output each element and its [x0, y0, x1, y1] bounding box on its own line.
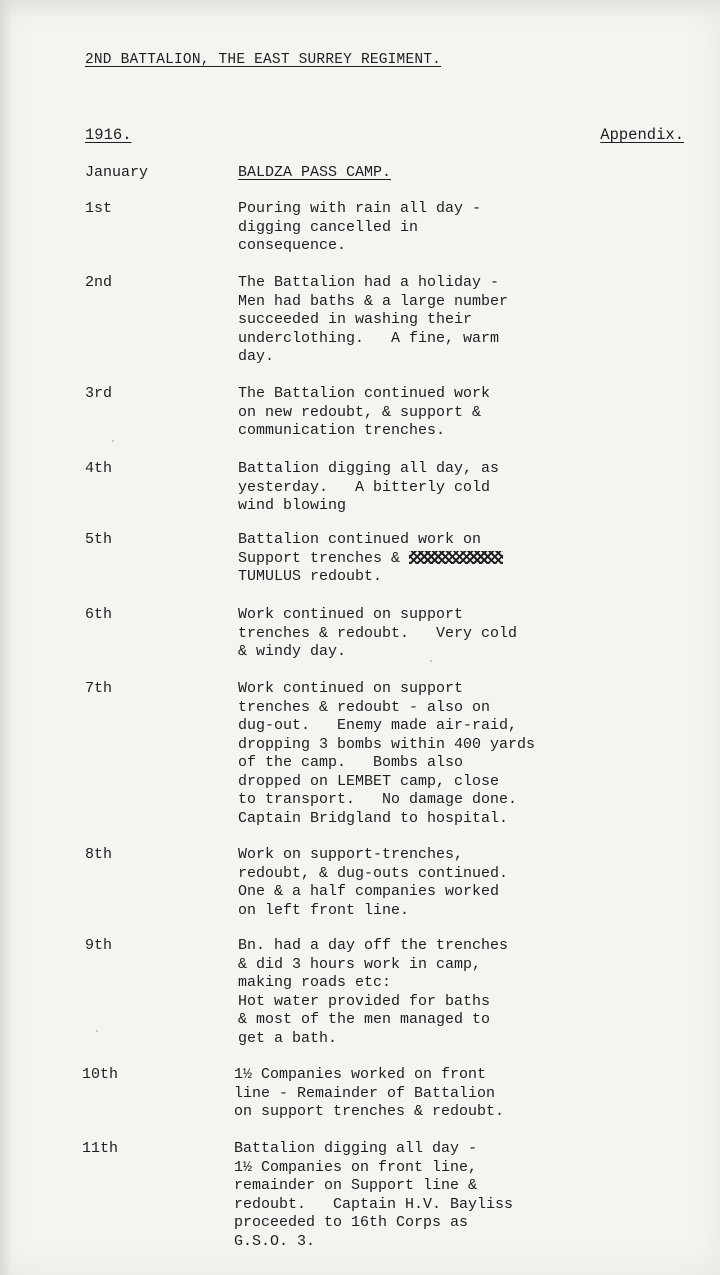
entry-line: & did 3 hours work in camp, [238, 955, 482, 973]
entry-line: on left front line. [238, 901, 410, 919]
entry-date: 11th [82, 1140, 119, 1157]
entry-text [234, 1066, 694, 1122]
entry-text [238, 274, 698, 367]
entry-line: Support trenches & [238, 549, 401, 567]
entry-line: communication trenches. [238, 422, 446, 439]
entry-line: day. [238, 348, 275, 365]
entry-line: get a bath. [238, 1029, 338, 1047]
entry-line: consequence. [238, 237, 347, 254]
year-heading: 1916. [85, 126, 132, 144]
entry-line: Bn. had a day off the trenches [238, 937, 509, 954]
entry-line: & most of the men managed to [238, 1011, 491, 1028]
entry-text [238, 531, 698, 587]
document-title: 2ND BATTALION, THE EAST SURREY REGIMENT. [85, 52, 442, 68]
entry-date: 8th [85, 846, 113, 863]
entry-line: line - Remainder of Battalion [234, 1084, 496, 1102]
entry-line: digging cancelled in [238, 218, 419, 236]
entry-line: TUMULUS redoubt. [238, 568, 383, 585]
entry-line: proceeded to 16th Corps as [234, 1214, 469, 1231]
entry-date: 9th [85, 937, 113, 954]
entry-line: & windy day. [238, 643, 347, 660]
entry-text [238, 385, 698, 441]
entry-line: G.S.O. 3. [234, 1232, 316, 1250]
entry-line: Battalion digging all day, as [238, 460, 500, 477]
entry-line: Battalion continued work on [238, 531, 482, 548]
entry-line: Battalion digging all day - [234, 1140, 478, 1157]
appendix-label: Appendix. [600, 126, 684, 144]
entry-line: Pouring with rain all day - [238, 200, 482, 217]
entry-text [238, 460, 698, 516]
entry-line: remainder on Support line & [234, 1177, 478, 1194]
entry-text [238, 606, 698, 662]
struck-out-text [409, 551, 503, 564]
month-heading: January [85, 164, 149, 181]
entry-text [238, 937, 698, 1048]
entry-line: trenches & redoubt. Very cold [238, 624, 518, 642]
entry-line: redoubt, & dug-outs continued. [238, 864, 509, 882]
entry-line: Men had baths & a large number [238, 292, 509, 310]
entry-line: on support trenches & redoubt. [234, 1103, 505, 1120]
entry-line: on new redoubt, & support & [238, 403, 482, 421]
entry-date: 10th [82, 1066, 119, 1083]
page-shadow-left [0, 0, 12, 1275]
entry-text [238, 200, 698, 256]
entry-line: to transport. No damage done. [238, 791, 518, 808]
entry-line: wind blowing [238, 497, 347, 514]
entry-line: 1½ Companies worked on front [234, 1066, 487, 1083]
entry-line: Work on support-trenches, [238, 846, 464, 863]
entry-date: 1st [85, 200, 113, 217]
entry-line: succeeded in washing their [238, 311, 473, 328]
entry-date: 4th [85, 460, 113, 477]
entry-date: 3rd [85, 385, 113, 402]
entry-line: The Battalion continued work [238, 385, 491, 402]
entry-line: Work continued on support [238, 680, 464, 697]
entry-line: Captain Bridgland to hospital. [238, 809, 509, 827]
entry-line: One & a half companies worked [238, 883, 500, 900]
entry-date: 5th [85, 531, 113, 548]
entry-date: 2nd [85, 274, 113, 291]
page-shadow-top [0, 0, 720, 18]
entry-date: 6th [85, 606, 113, 623]
entry-line-with-strikeout [238, 550, 698, 569]
entry-line: yesterday. A bitterly cold [238, 478, 491, 496]
entry-line: The Battalion had a holiday - [238, 274, 500, 291]
entry-line: 1½ Companies on front line, [234, 1158, 478, 1176]
entry-line: dug-out. Enemy made air-raid, [238, 717, 518, 734]
entry-line: dropped on LEMBET camp, close [238, 772, 500, 790]
entry-line: trenches & redoubt - also on [238, 698, 491, 716]
camp-heading: BALDZA PASS CAMP. [238, 164, 392, 181]
entry-line: redoubt. Captain H.V. Bayliss [234, 1195, 514, 1213]
entry-line: of the camp. Bombs also [238, 754, 464, 771]
entry-line: underclothing. A fine, warm [238, 329, 500, 347]
entry-date: 7th [85, 680, 113, 697]
entry-line: Work continued on support [238, 606, 464, 623]
entry-text [238, 846, 698, 920]
entry-line: making roads etc: [238, 974, 392, 991]
entry-text [238, 680, 698, 828]
paper-speck [112, 440, 114, 442]
entry-line: Hot water provided for baths [238, 992, 491, 1010]
entry-line: dropping 3 bombs within 400 yards [238, 735, 536, 753]
paper-speck [430, 660, 432, 662]
entry-text [234, 1140, 694, 1251]
paper-speck [96, 1030, 98, 1032]
